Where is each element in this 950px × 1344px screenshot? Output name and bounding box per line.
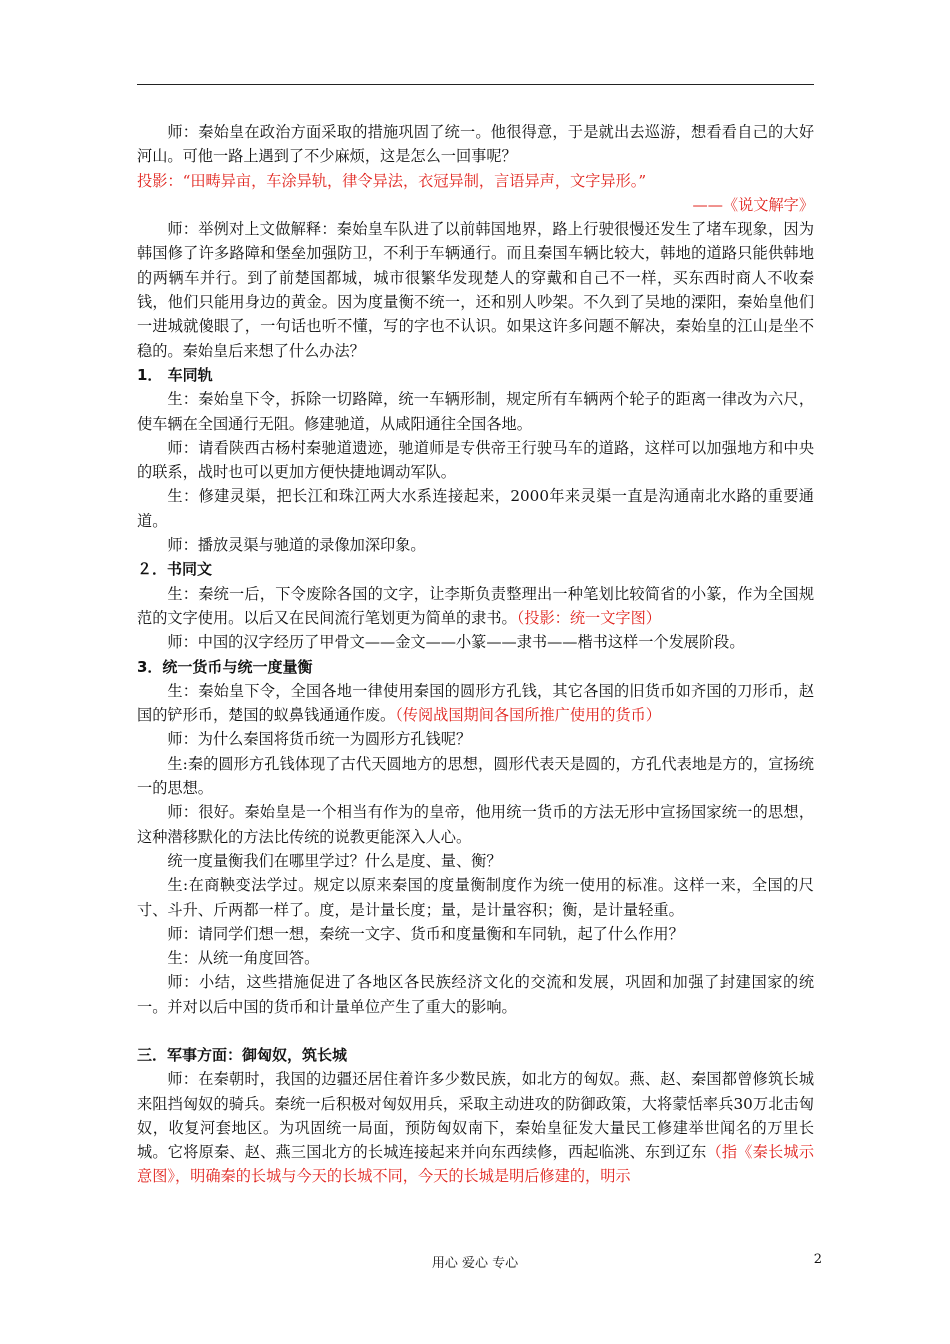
paragraph: 师：请同学们想一想，秦统一文字、货币和度量衡和车同轨，起了什么作用？ [167,924,684,943]
paragraph: 师：举例对上文做解释：秦始皇车队进了以前韩国地界，路上行驶很慢还发生了堵车现象，因为韩国修了许多路障和堡垒加强防卫，不利于车辆通行。而且秦国车辆比较大，韩地的道路只能供韩地的两辆车并行。到了前楚国都城，城市很繁华发现楚人的穿戴和自己不一样，买东西时商人不收秦钱，他们只能用身边的黄金。因为度量衡不统一，还和别人吵架。不久到了吴地的溧阳，秦始皇他们一进城就傻眼了，一句话也听不懂，写的字也不认识。如果这许多问题不解决，秦始皇的江山是坐不稳的。秦始皇后来想了什么办法？ [137,220,814,360]
map-note: （指《秦长城示意图》，明确秦的长城与今天的长城不同，今天的长城是明后修建的，明示 [137,1143,815,1186]
header-rule [137,84,814,85]
paragraph: 生:在商鞅变法学过。规定以原来秦国的度量衡制度作为统一使用的标准。这样一来，全国的尺寸、斗升、斤两都一样了。度，是计量长度；量，是计量容积；衡，是计量轻重。 [137,876,814,919]
paragraph: 师：秦始皇在政治方面采取的措施巩固了统一。他很得意，于是就出去巡游，想看看自己的大好河山。可他一路上遇到了不少麻烦，这是怎么一回事呢？ [137,123,814,166]
page-footer [0,1252,950,1272]
paragraph: 统一度量衡我们在哪里学过？什么是度、量、衡？ [167,851,502,870]
paragraph: 师：很好。秦始皇是一个相当有作为的皇帝，他用统一货币的方法无形中宣扬国家统一的思想，这种潜移默化的方法比传统的说教更能深入人心。 [137,803,814,846]
paragraph [137,1067,814,1188]
paragraph: 生：秦始皇下令，拆除一切路障，统一车辆形制，规定所有车辆两个轮子的距离一律改为六尺，使车辆在全国通行无阻。修建驰道，从咸阳通往全国各地。 [137,390,814,433]
paragraph [137,582,814,631]
projection-note: （投影：统一文字图） [516,608,661,627]
paragraph-text: 生：秦始皇下令，全国各地一律使用秦国的圆形方孔钱，其它各国的旧货币如齐国的刀形币，赵国的铲形币，楚国的蚁鼻钱通通作废。 [137,681,814,725]
paragraph: 师：小结，这些措施促进了各地区各民族经济文化的交流和发展，巩固和加强了封建国家的统一。并对以后中国的货币和计量单位产生了重大的影响。 [137,973,814,1016]
section-heading: 1． 车同轨 [137,365,213,384]
paragraph: 师：播放灵渠与驰道的录像加深印象。 [167,536,426,555]
paragraph-text: 生：秦统一后，下令废除各国的文字，让李斯负责整理出一种笔划比较简省的小篆，作为全国规范的文字使用。以后又在民间流行笔划更为简单的隶书。 [137,584,814,627]
paragraph [137,679,814,728]
document-body [137,120,814,1189]
activity-note: （传阅战国期间各国所推广使用的货币） [395,706,661,725]
paragraph: 师：中国的汉字经历了甲骨文——金文——小篆——隶书——楷书这样一个发展阶段。 [167,633,745,652]
section-heading: 3．统一货币与统一度量衡 [137,657,313,676]
paragraph: 生:秦的圆形方孔钱体现了古代天圆地方的思想，圆形代表天是圆的，方孔代表地是方的，宣扬统一的思想。 [137,754,814,798]
page-number: 2 [813,1252,822,1267]
paragraph: 生：修建灵渠，把长江和珠江两大水系连接起来，2000年来灵渠一直是沟通南北水路的重要通道。 [137,487,814,530]
footer-slogan: 用心 爱心 专心 [431,1256,519,1271]
paragraph: 师：请看陕西古杨村秦驰道遗迹，驰道师是专供帝王行驶马车的道路，这样可以加强地方和中央的联系，战时也可以更加方便快捷地调动军队。 [137,438,814,482]
section-heading: 三．军事方面：御匈奴，筑长城 [137,1045,348,1064]
projection-quote: 投影：“田畴异亩，车涂异轨，律令异法，衣冠异制，言语异声，文字异形。” [137,171,647,190]
paragraph-text: 师：在秦朝时，我国的边疆还居住着许多少数民族，如北方的匈奴。燕、赵、秦国都曾修筑长城来阻挡匈奴的骑兵。秦统一后积极对匈奴用兵，采取主动进攻的防御政策，大将蒙恬率兵30万北击匈奴，收复河套地区。为巩固统一局面，预防匈奴南下，秦始皇征发大量民工修建举世闻名的万里长城。它将原秦、赵、燕三国北方的长城连接起来并向东西续修，西起临洮、东到辽东 [137,1070,814,1162]
paragraph: 师：为什么秦国将货币统一为圆形方孔钱呢？ [167,730,472,749]
section-heading: ２．书同文 [137,560,213,579]
paragraph: 生：从统一角度回答。 [167,949,320,968]
spacer [137,1019,814,1043]
quote-source: ——《说文解字》 [692,195,814,214]
